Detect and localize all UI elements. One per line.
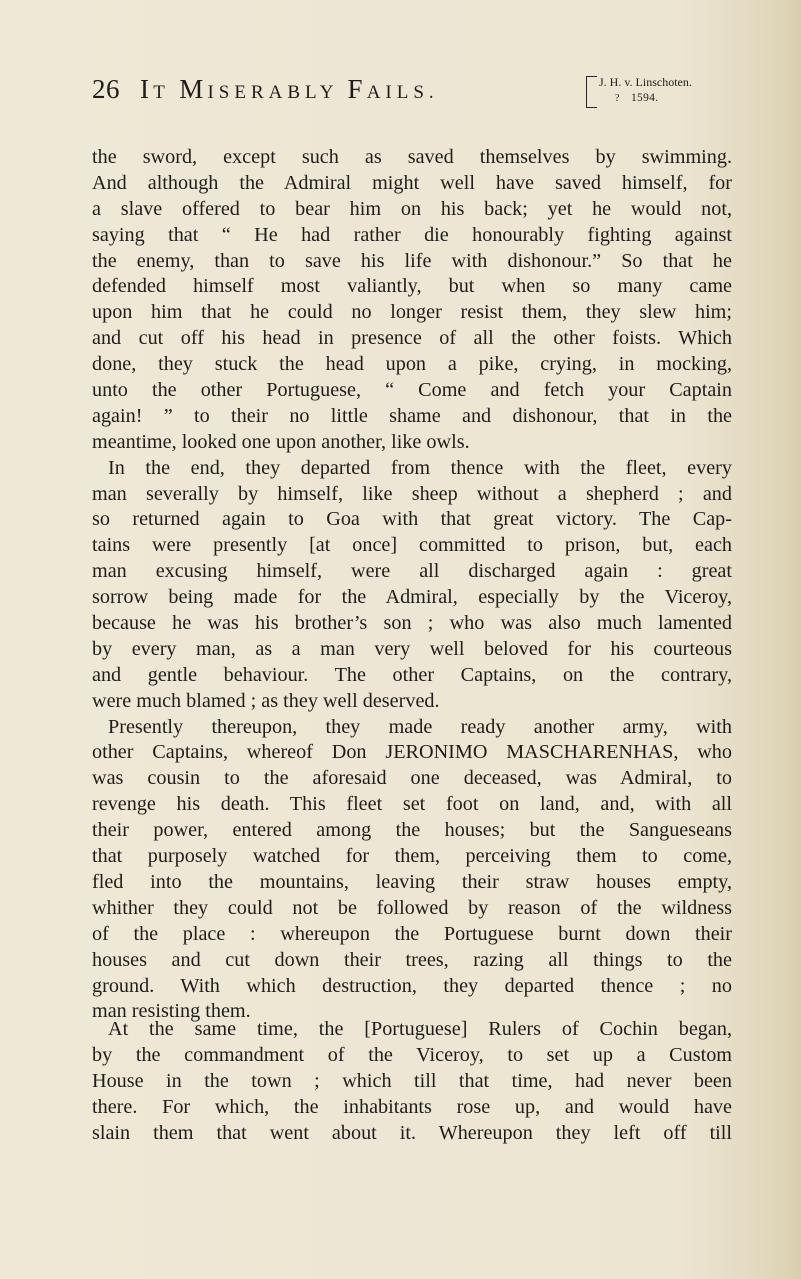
text-line: that purposely watched for them, perceiving them to come, bbox=[92, 845, 732, 868]
text-line: In the end, they departed from thence with the fleet, every bbox=[108, 456, 732, 479]
text-line: man excusing himself, were all discharged again : great bbox=[92, 560, 732, 583]
text-line: again! ” to their no little shame and dishonour, that in the bbox=[92, 404, 732, 427]
body-text-upper bbox=[92, 145, 732, 1025]
text-line: sorrow being made for the Admiral, especially by the Viceroy, bbox=[92, 586, 732, 609]
text-line: And although the Admiral might well have saved himself, for bbox=[92, 171, 732, 194]
text-line: slain them that went about it. Whereupon they left off till bbox=[92, 1121, 732, 1144]
text-line: whither they could not be followed by reason of the wildness bbox=[92, 896, 732, 919]
text-line: the enemy, than to save his life with dishonour.” So that he bbox=[92, 249, 732, 272]
source-date bbox=[615, 92, 658, 104]
text-line: ground. With which destruction, they departed thence ; no bbox=[92, 974, 732, 997]
text-line: their power, entered among the houses; but the Sangueseans bbox=[92, 819, 732, 842]
page-number: 26 bbox=[92, 74, 120, 104]
text-line: meantime, looked one upon another, like owls. bbox=[92, 430, 470, 453]
text-line: so returned again to Goa with that great victory. The Cap- bbox=[92, 508, 732, 531]
text-line: because he was his brother’s son ; who was also much lamented bbox=[92, 612, 732, 635]
source-attribution: J. H. v. Linschoten. bbox=[599, 75, 692, 89]
text-line: a slave offered to bear him on his back; yet he would not, bbox=[92, 197, 732, 220]
running-title-part: F bbox=[347, 74, 367, 104]
text-line: upon him that he could no longer resist them, they slew him; bbox=[92, 301, 732, 324]
body-text-lower bbox=[92, 1017, 732, 1146]
running-title-part: AILS. bbox=[366, 82, 439, 103]
text-line: by the commandment of the Viceroy, to set up a Custom bbox=[92, 1043, 732, 1066]
date-value: 1594. bbox=[631, 92, 659, 104]
text-line: were much blamed ; as they well deserved. bbox=[92, 689, 440, 712]
text-line: fled into the mountains, leaving their straw houses empty, bbox=[92, 870, 732, 893]
running-title-part: I bbox=[140, 74, 154, 104]
text-line: defended himself most valiantly, but when so many came bbox=[92, 275, 732, 298]
paragraph bbox=[92, 456, 732, 715]
text-line: saying that “ He had rather die honourably fighting against bbox=[92, 223, 732, 246]
text-line: the sword, except such as saved themselves by swimming. bbox=[92, 146, 732, 168]
text-line: other Captains, whereof Don JERONIMO MASCHARENHAS, who bbox=[92, 741, 732, 764]
text-line: there. For which, the inhabitants rose up, and would have bbox=[92, 1095, 732, 1118]
text-line: and gentle behaviour. The other Captains, on the contrary, bbox=[92, 663, 732, 686]
text-line: At the same time, the [Portuguese] Rulers of Cochin began, bbox=[108, 1018, 732, 1040]
text-line: was cousin to the aforesaid one deceased, was Admiral, to bbox=[92, 767, 732, 790]
paragraph bbox=[92, 1017, 732, 1146]
text-line: unto the other Portuguese, “ Come and fetch your Captain bbox=[92, 379, 732, 402]
running-title-part: ISERABLY bbox=[207, 82, 348, 103]
text-line: by every man, as a man very well beloved for his courteous bbox=[92, 637, 732, 660]
text-line: houses and cut down their trees, razing all things to the bbox=[92, 948, 732, 971]
running-head bbox=[92, 70, 732, 120]
running-title bbox=[140, 74, 439, 105]
text-line: Presently thereupon, they made ready another army, with bbox=[108, 715, 732, 738]
paragraph bbox=[92, 715, 732, 1026]
date-uncertain-mark: ? bbox=[615, 93, 620, 104]
text-line: and cut off his head in presence of all the other foists. Which bbox=[92, 327, 732, 350]
running-title-part: M bbox=[179, 74, 208, 104]
text-line: House in the town ; which till that time, had never been bbox=[92, 1069, 732, 1092]
paragraph bbox=[92, 145, 732, 456]
text-line: revenge his death. This fleet set foot on land, and, with all bbox=[92, 793, 732, 816]
text-line: done, they stuck the head upon a pike, crying, in mocking, bbox=[92, 353, 732, 376]
text-line: man resisting them. bbox=[92, 1000, 251, 1023]
text-line: of the place : whereupon the Portuguese burnt down their bbox=[92, 922, 732, 945]
running-title-part: T bbox=[153, 82, 180, 103]
source-bracket bbox=[586, 76, 597, 108]
text-line: man severally by himself, like sheep without a shepherd ; and bbox=[92, 482, 732, 505]
text-line: tains were presently [at once] committed to prison, but, each bbox=[92, 534, 732, 557]
